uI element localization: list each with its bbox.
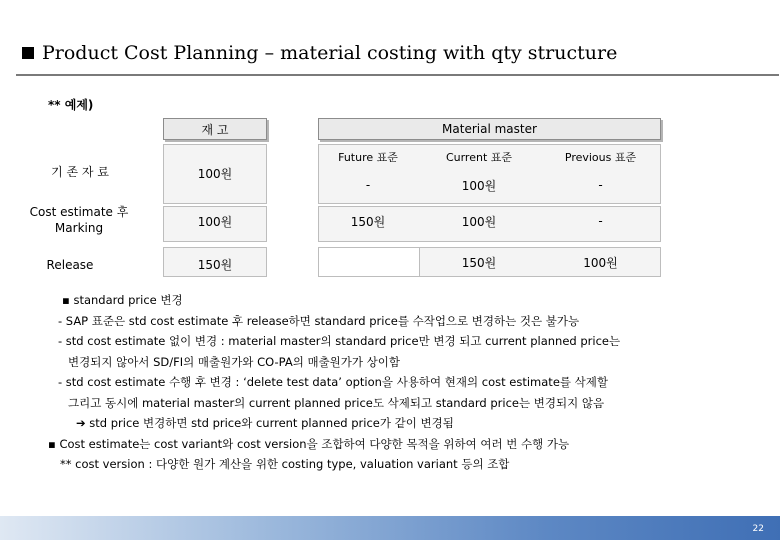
stock-header: 재 고: [163, 118, 267, 140]
col-current-header: Current 표준: [445, 151, 513, 164]
row3-current: 150원: [461, 255, 497, 270]
row-label-cost-estimate: Cost estimate 후 Marking: [29, 205, 129, 235]
note-line: ▪ standard price 변경: [62, 293, 183, 307]
row1-stock: 100원: [197, 166, 233, 181]
note-line: - std cost estimate 없이 변경 : material master의 standard price만 변경 되고 current planned price는: [58, 334, 621, 348]
row2-stock: 100원: [197, 214, 233, 229]
title-rule: [16, 74, 779, 76]
slide-title-row: [22, 42, 617, 64]
material-master-header: Material master: [318, 118, 661, 140]
footer-bar: [0, 516, 780, 540]
note-line: ➔ std price 변경하면 std price와 current planned price가 같이 변경됨: [76, 416, 454, 430]
row-label-release: Release: [46, 258, 94, 272]
row2-future: 150원: [350, 214, 386, 229]
note-line: ▪ Cost estimate는 cost variant와 cost version을 조합하여 다양한 목적을 위하여 여러 번 수행 가능: [48, 436, 570, 451]
row2-previous: -: [598, 214, 603, 228]
slide-title: Product Cost Planning – material costing with qty structure: [42, 42, 618, 64]
row3-stock: 150원: [197, 257, 233, 272]
notes-block: [48, 290, 620, 475]
square-bullet-icon: [22, 47, 34, 59]
row-label-existing: 기 존 자 료: [51, 165, 109, 179]
note-line: 그리고 동시에 material master의 current planned price도 삭제되고 standard price는 변경되지 않음: [68, 395, 605, 410]
example-label: ** 예제): [48, 98, 94, 112]
col-future-header: Future 표준: [338, 151, 398, 164]
row1-future: -: [365, 178, 371, 192]
page-number: 22: [752, 524, 764, 534]
note-line: 변경되지 않아서 SD/FI의 매출원가와 CO-PA의 매출원가가 상이함: [68, 354, 400, 369]
row3-previous: 100원: [583, 255, 618, 270]
note-line: - std cost estimate 수행 후 변경 : ‘delete test data’ option을 사용하여 현재의 cost estimate를 삭제할: [58, 375, 608, 389]
note-line: - SAP 표준은 std cost estimate 후 release하면 standard price를 수작업으로 변경하는 것은 불가능: [58, 313, 580, 328]
row1-previous: -: [598, 178, 603, 192]
row1-current: 100원: [461, 178, 497, 193]
row2-current: 100원: [461, 214, 497, 229]
note-line: ** cost version : 다양한 원가 계산을 위한 costing type, valuation variant 등의 조합: [60, 457, 510, 471]
col-previous-header: Previous 표준: [564, 151, 637, 164]
